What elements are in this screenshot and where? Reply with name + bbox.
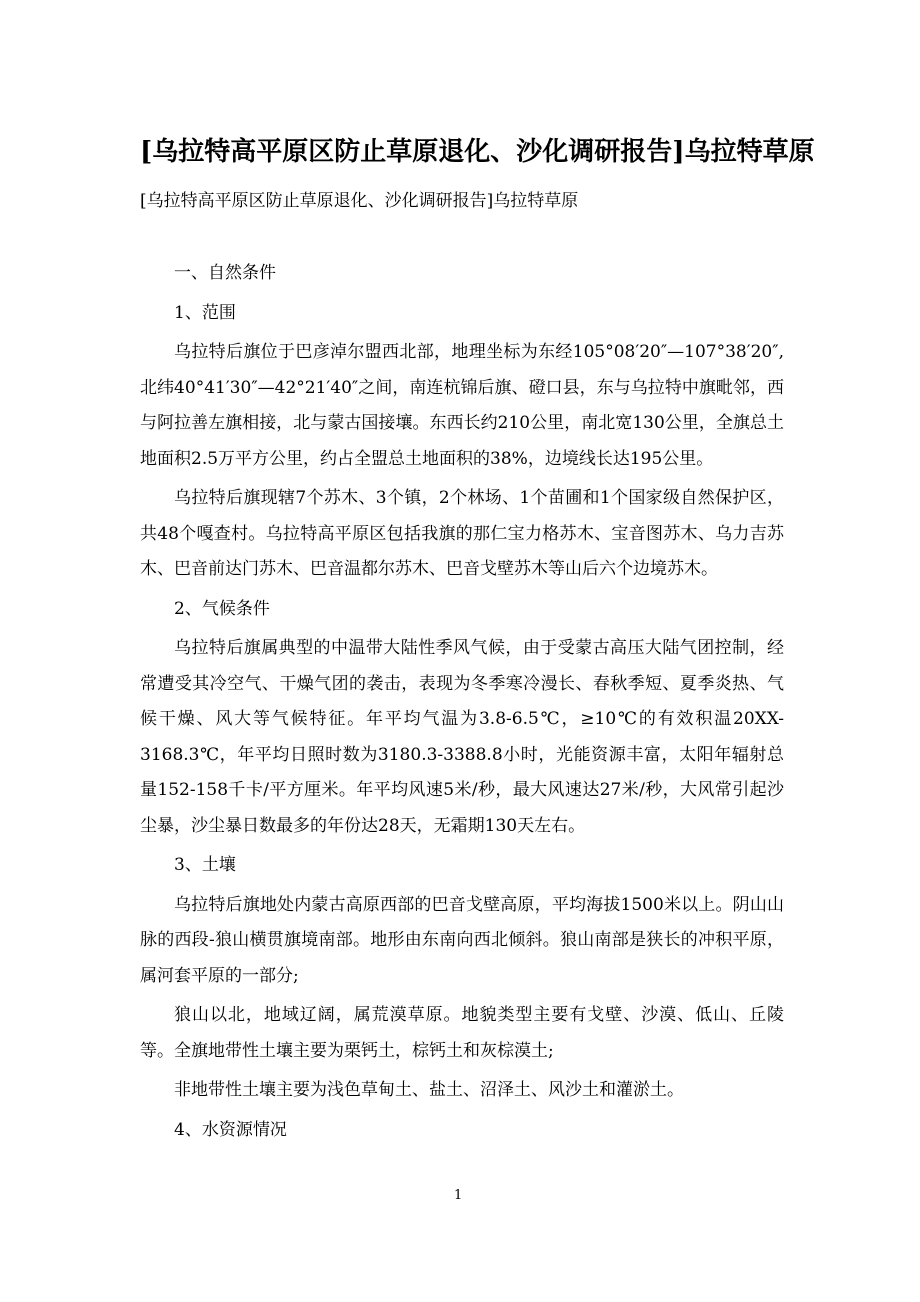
document-body [140,256,784,1152]
body-paragraph: 非地带性土壤主要为浅色草甸土、盐土、沼泽土、风沙土和灌淤土。 [174,1080,684,1100]
subsection-heading: 1、范围 [174,302,236,323]
subsection-heading: 3、土壤 [174,855,236,875]
section-heading: 一、自然条件 [174,263,276,283]
document-subtitle: [乌拉特高平原区防止草原退化、沙化调研报告]乌拉特草原 [140,191,579,211]
page-number: 1 [454,1188,463,1203]
subsection-heading: 2、气候条件 [174,598,270,619]
body-paragraph: 乌拉特后旗位于巴彦淖尔盟西北部，地理坐标为东经105°08′20″—107°38′20″,北纬40°41′30″—42°21′40″之间，南连杭锦后旗、磴口县，东与乌拉特中旗毗邻，西与阿拉善左旗相接，北与蒙古国接壤。东西长约210公里，南北宽130公里，全旗总土地面积2.5万平方公里，约占全盟总土地面积的38%，边境线长达195公里。 [140,342,784,469]
document-title: [乌拉特高平原区防止草原退化、沙化调研报告]乌拉特草原 [140,137,815,167]
subsection-heading: 4、水资源情况 [174,1119,287,1140]
body-paragraph: 狼山以北，地域辽阔，属荒漠草原。地貌类型主要有戈壁、沙漠、低山、丘陵等。全旗地带性土壤主要为栗钙土，棕钙土和灰棕漠土; [140,1005,784,1061]
body-paragraph: 乌拉特后旗现辖7个苏木、3个镇，2个林场、1个苗圃和1个国家级自然保护区，共48个嘎查村。乌拉特高平原区包括我旗的那仁宝力格苏木、宝音图苏木、乌力吉苏木、巴音前达门苏木、巴音温都尔苏木、巴音戈壁苏木等山后六个边境苏木。 [140,488,784,579]
body-paragraph: 乌拉特后旗地处内蒙古高原西部的巴音戈壁高原，平均海拔1500米以上。阴山山脉的西段-狼山横贯旗境南部。地形由东南向西北倾斜。狼山南部是狭长的冲积平原，属河套平原的一部分; [140,894,784,986]
body-paragraph: 乌拉特后旗属典型的中温带大陆性季风气候，由于受蒙古高压大陆气团控制，经常遭受其冷空气、干燥气团的袭击，表现为冬季寒冷漫长、春秋季短、夏季炎热、气候干燥、风大等气候特征。年平均气温为3.8-6.5℃，≥10℃的有效积温20XX-3168.3℃，年平均日照时数为3180.3-3388.8小时，光能资源丰富，太阳年辐射总量152-158千卡/平方厘米。年平均风速5米/秒，最大风速达27米/秒，大风常引起沙尘暴，沙尘暴日数最多的年份达28天，无霜期130天左右。 [140,638,784,836]
